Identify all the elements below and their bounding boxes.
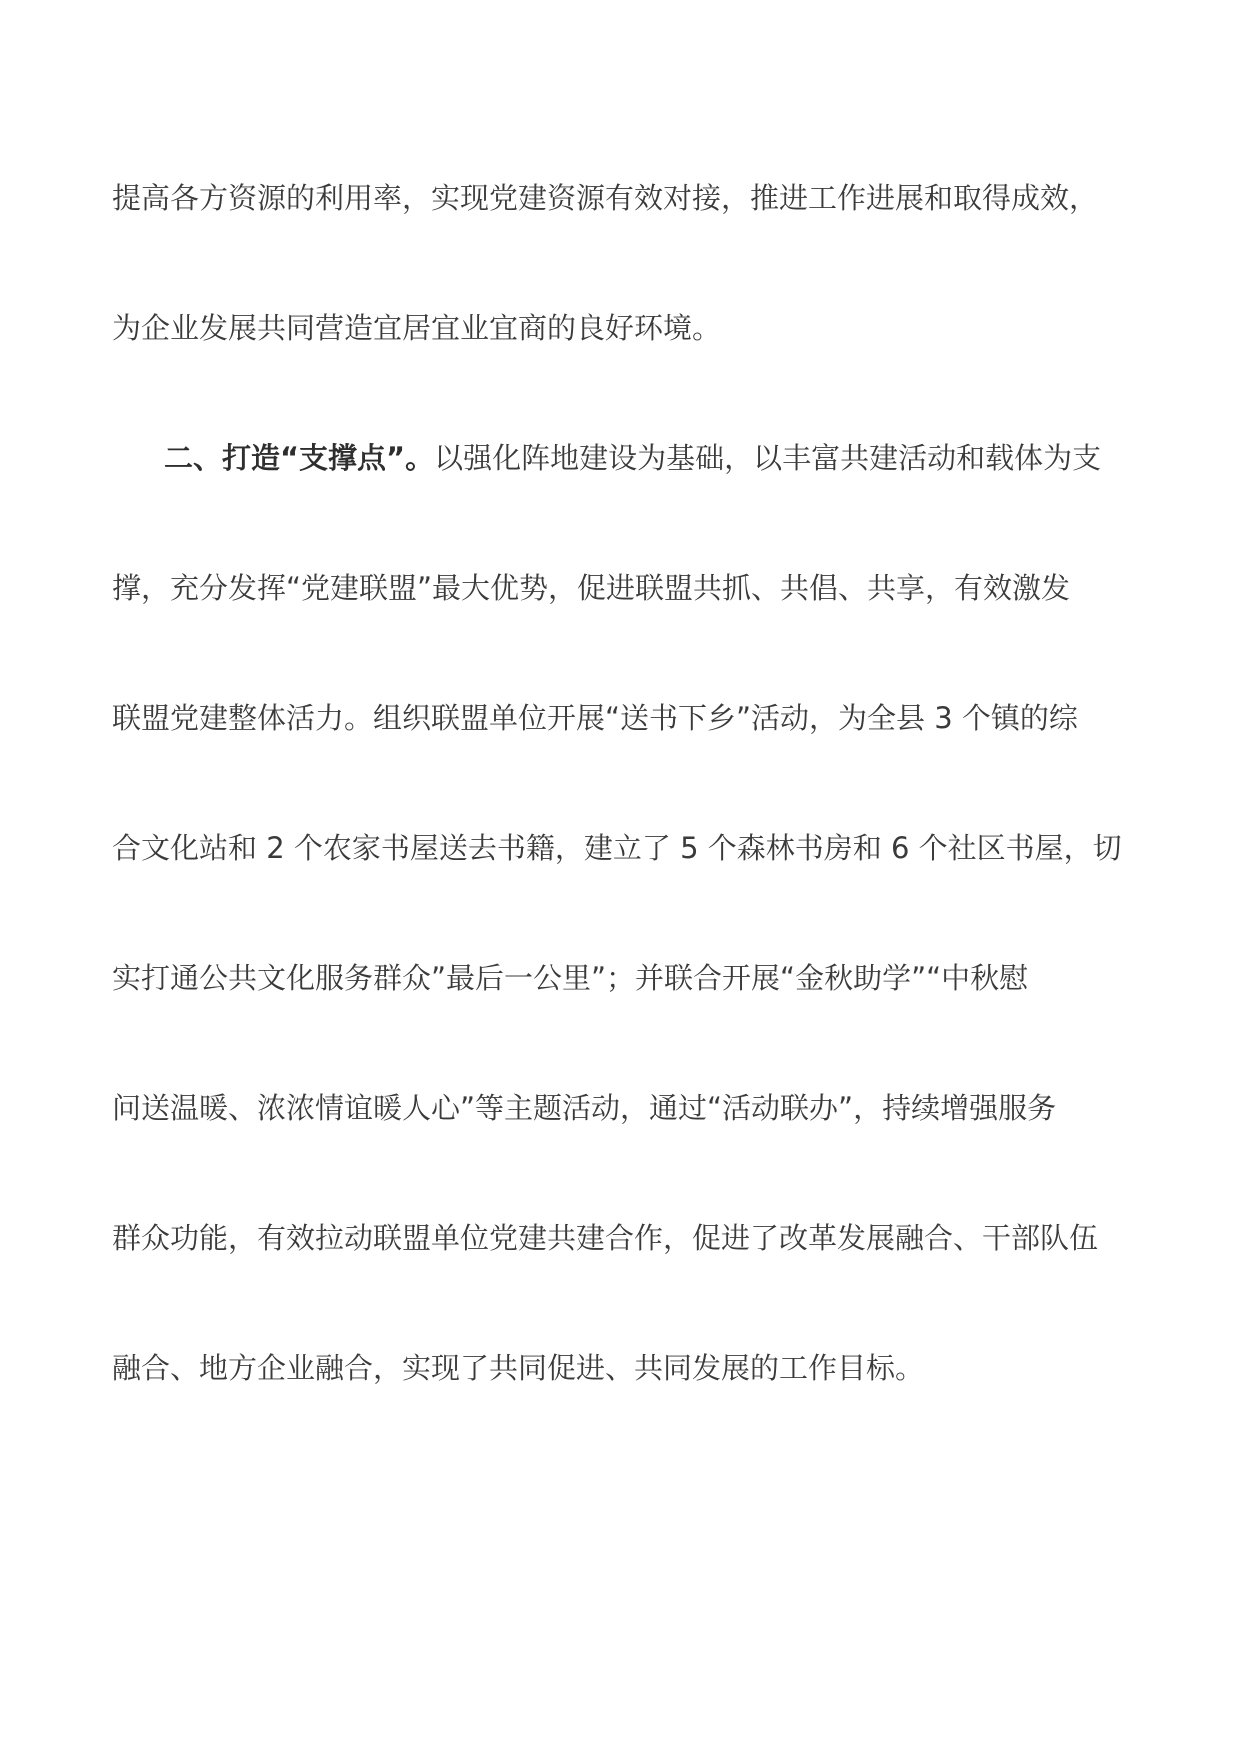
paragraph-2-line-4: 合文化站和 2 个农家书屋送去书籍，建立了 5 个森林书房和 6 个社区书屋，切 — [112, 831, 1122, 865]
paragraph-2-line-3: 联盟党建整体活力。组织联盟单位开展“送书下乡”活动，为全县 3 个镇的综 — [112, 701, 1078, 735]
paragraph-1-line-1: 提高各方资源的利用率，实现党建资源有效对接，推进工作进展和取得成效， — [112, 181, 1099, 215]
paragraph-2-line-1-text: 以强化阵地建设为基础，以丰富共建活动和载体为支 — [434, 441, 1102, 475]
paragraph-1-line-2: 为企业发展共同营造宜居宜业宜商的良好环境。 — [112, 311, 722, 345]
paragraph-2-line-2: 撑，充分发挥“党建联盟”最大优势，促进联盟共抓、共倡、共享，有效激发 — [112, 571, 1071, 605]
paragraph-2-line-7: 群众功能，有效拉动联盟单位党建共建合作，促进了改革发展融合、干部队伍 — [112, 1221, 1099, 1255]
paragraph-2-line-8: 融合、地方企业融合，实现了共同促进、共同发展的工作目标。 — [112, 1351, 925, 1385]
section-heading: 二、打造“支撑点”。 — [164, 441, 435, 475]
paragraph-2-line-5: 实打通公共文化服务群众”最后一公里”；并联合开展“金秋助学”“中秋慰 — [112, 961, 1029, 995]
paragraph-2-line-1 — [164, 438, 1132, 478]
paragraph-2-line-6: 问送温暖、浓浓情谊暖人心”等主题活动，通过“活动联办”，持续增强服务 — [112, 1091, 1057, 1125]
